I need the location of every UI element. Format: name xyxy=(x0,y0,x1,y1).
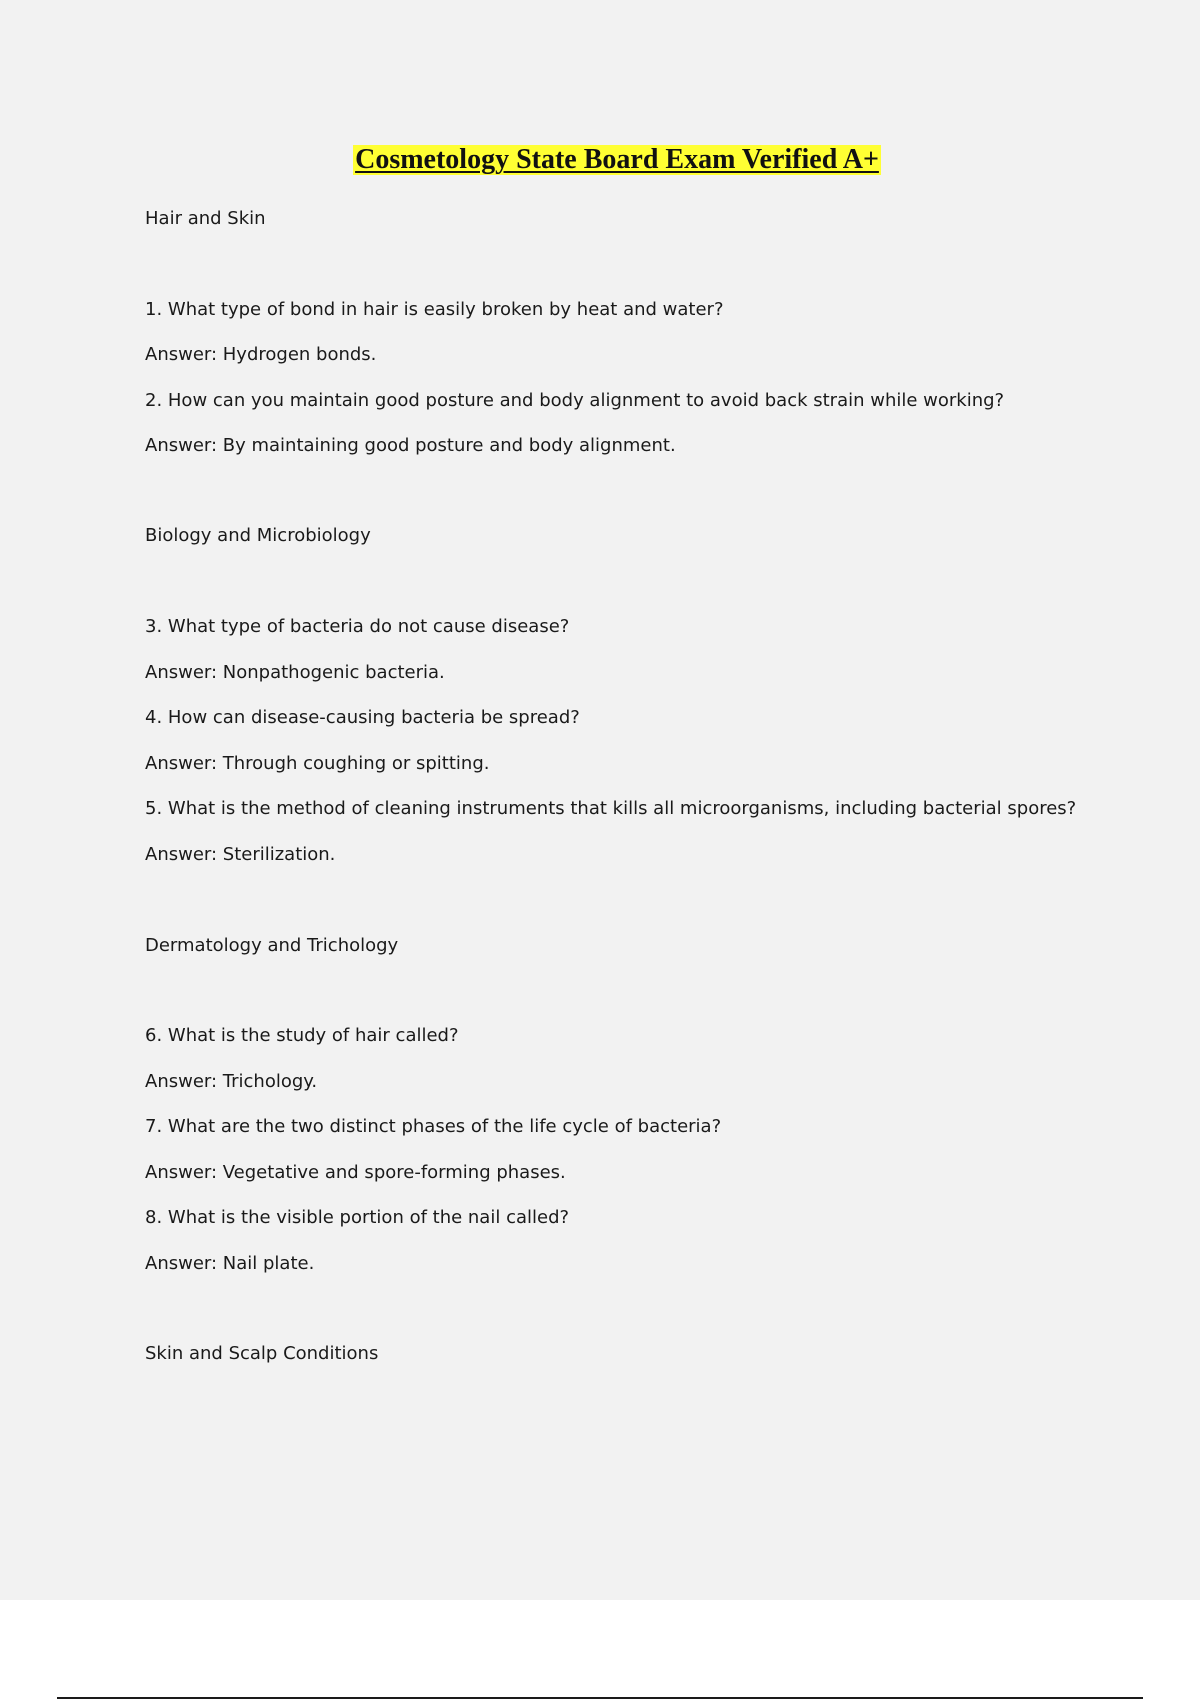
answer-7: Answer: Vegetative and spore-forming phases. xyxy=(145,1162,566,1183)
question-8: 8. What is the visible portion of the nail called? xyxy=(145,1207,570,1228)
section-heading-skin-and-scalp-conditions: Skin and Scalp Conditions xyxy=(145,1343,379,1364)
section-heading-hair-and-skin: Hair and Skin xyxy=(145,208,266,229)
answer-4: Answer: Through coughing or spitting. xyxy=(145,753,490,774)
section-heading-biology-and-microbiology: Biology and Microbiology xyxy=(145,525,371,546)
answer-6: Answer: Trichology. xyxy=(145,1071,318,1092)
question-6: 6. What is the study of hair called? xyxy=(145,1025,459,1046)
document-title: Cosmetology State Board Exam Verified A+ xyxy=(355,144,879,175)
question-3: 3. What type of bacteria do not cause disease? xyxy=(145,616,570,637)
question-5: 5. What is the method of cleaning instruments that kills all microorganisms, including bacterial spores? xyxy=(145,798,1077,819)
footer-divider xyxy=(57,1697,1143,1699)
section-heading-dermatology-and-trichology: Dermatology and Trichology xyxy=(145,935,399,956)
question-4: 4. How can disease-causing bacteria be spread? xyxy=(145,707,580,728)
answer-1: Answer: Hydrogen bonds. xyxy=(145,344,377,365)
answer-5: Answer: Sterilization. xyxy=(145,844,336,865)
question-2: 2. How can you maintain good posture and body alignment to avoid back strain while working? xyxy=(145,390,1005,411)
answer-2: Answer: By maintaining good posture and body alignment. xyxy=(145,435,676,456)
title-container xyxy=(0,145,1200,175)
question-1: 1. What type of bond in hair is easily broken by heat and water? xyxy=(145,299,724,320)
answer-8: Answer: Nail plate. xyxy=(145,1253,315,1274)
answer-3: Answer: Nonpathogenic bacteria. xyxy=(145,662,445,683)
question-7: 7. What are the two distinct phases of the life cycle of bacteria? xyxy=(145,1116,722,1137)
